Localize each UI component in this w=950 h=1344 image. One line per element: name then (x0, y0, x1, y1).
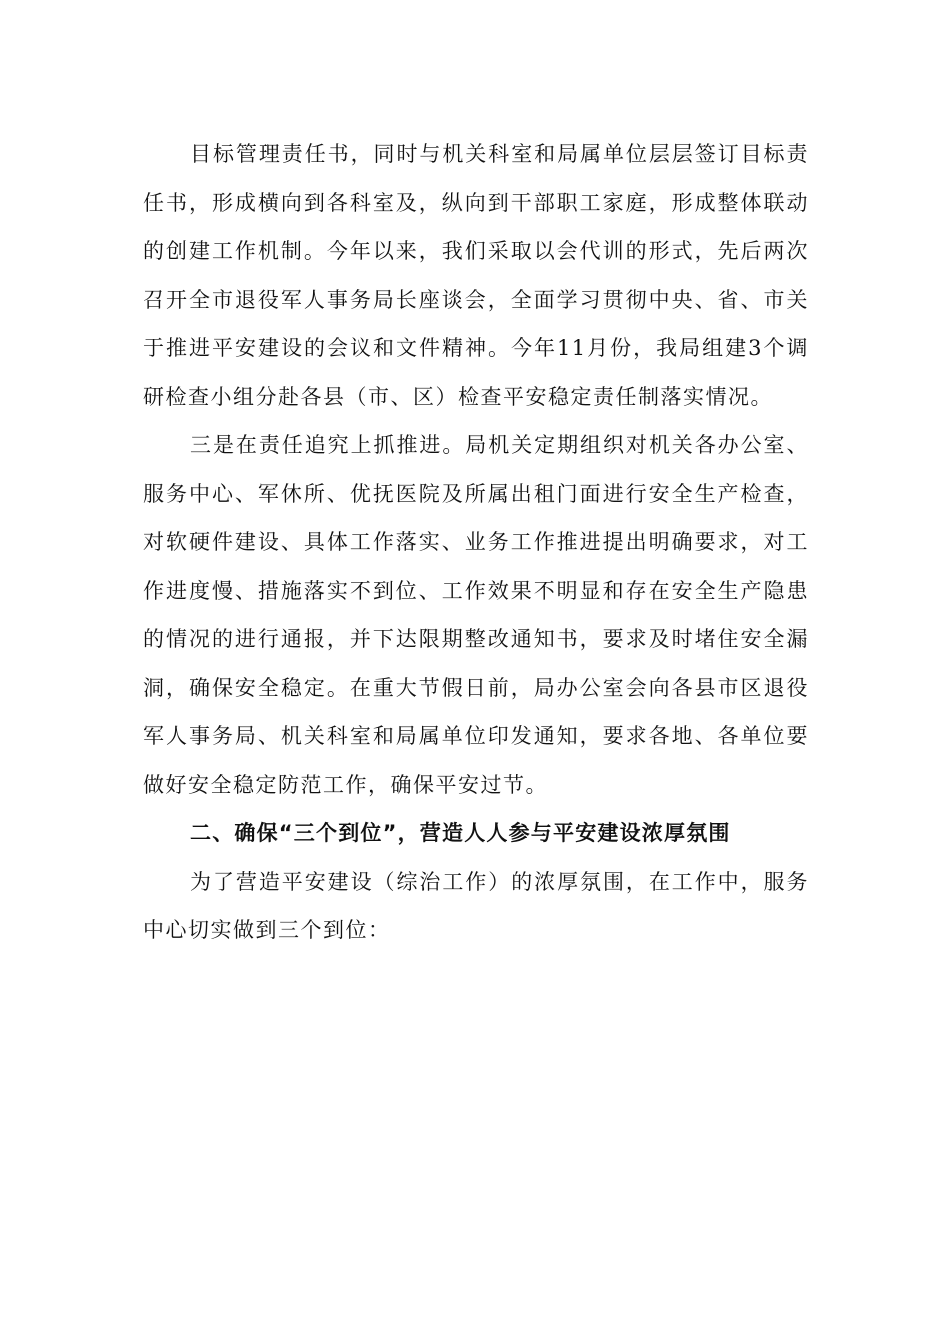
paragraph-accountability: 三是在责任追究上抓推进。局机关定期组织对机关各办公室、服务中心、军休所、优抚医院及所属出租门面进行安全生产检查，对软硬件建设、具体工作落实、业务工作推进提出明确要求，对工作进度慢、措施落实不到位、工作效果不明显和存在安全生产隐患的情况的进行通报，并下达限期整改通知书，要求及时堵住安全漏洞，确保安全稳定。在重大节假日前，局办公室会向各县市区退役军人事务局、机关科室和局属单位印发通知，要求各地、各单位要做好安全稳定防范工作，确保平安过节。 (143, 433, 809, 797)
paragraph-responsibility-mechanism: 目标管理责任书，同时与机关科室和局属单位层层签订目标责任书，形成横向到各科室及，纵向到干部职工家庭，形成整体联动的创建工作机制。今年以来，我们采取以会代训的形式，先后两次召开全市退役军人事务局长座谈会，全面学习贯彻中央、省、市关于推进平安建设的会议和文件精神。今年11月份，我局组建3个调研检查小组分赴各县（市、区）检查平安稳定责任制落实情况。 (143, 142, 809, 409)
paragraph-atmosphere: 为了营造平安建设（综治工作）的浓厚氛围，在工作中，服务中心切实做到三个到位： (143, 869, 809, 942)
document-body (143, 130, 809, 955)
section-heading-two: 二、确保“三个到位”，营造人人参与平安建设浓厚氛围 (190, 821, 731, 845)
